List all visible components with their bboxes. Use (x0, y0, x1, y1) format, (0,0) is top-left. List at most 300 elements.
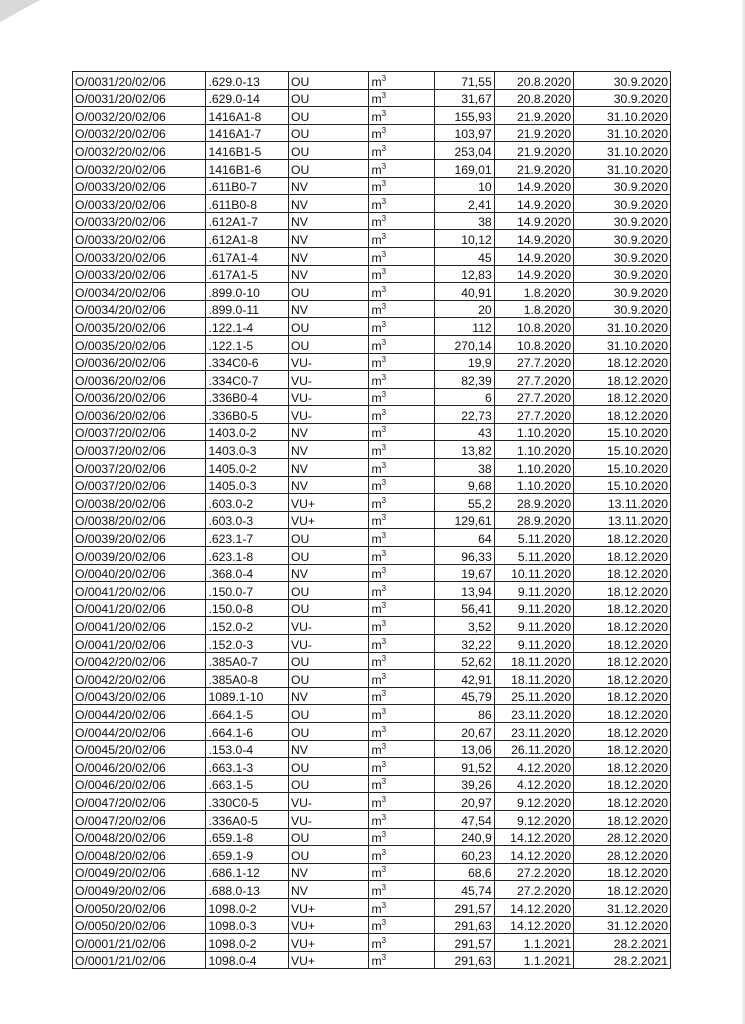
order-number-cell: O/0034/20/02/06 (73, 300, 206, 318)
quantity-cell: 291,57 (434, 898, 494, 916)
item-code-cell: .122.1-5 (206, 335, 289, 353)
item-code-cell: .629.0-14 (206, 89, 289, 107)
end-date-cell: 15.10.2020 (574, 423, 671, 441)
end-date-cell: 18.12.2020 (574, 617, 671, 635)
unit-exponent: 3 (381, 91, 387, 101)
unit-base: m (371, 92, 382, 107)
order-number-cell: O/0033/20/02/06 (73, 265, 206, 283)
order-number-cell: O/0041/20/02/06 (73, 635, 206, 653)
start-date-cell: 14.9.2020 (494, 230, 573, 248)
unit-base: m (371, 795, 382, 810)
start-date-cell: 9.12.2020 (494, 793, 573, 811)
start-date-cell: 9.11.2020 (494, 617, 573, 635)
table-row (73, 476, 671, 494)
category-cell: OU (288, 283, 368, 301)
table-row (73, 371, 671, 389)
order-number-cell: O/0037/20/02/06 (73, 459, 206, 477)
unit-cell (369, 599, 434, 617)
category-cell: OU (288, 582, 368, 600)
item-code-cell: .688.0-13 (206, 881, 289, 899)
item-code-cell: .629.0-13 (206, 72, 289, 90)
category-cell: VU+ (288, 898, 368, 916)
table-row (73, 617, 671, 635)
table-row (73, 177, 671, 195)
quantity-cell: 64 (434, 529, 494, 547)
end-date-cell: 31.10.2020 (574, 124, 671, 142)
quantity-cell: 253,04 (434, 142, 494, 160)
quantity-cell: 240,9 (434, 828, 494, 846)
unit-exponent: 3 (381, 618, 387, 628)
quantity-cell: 20,97 (434, 793, 494, 811)
unit-base: m (371, 919, 382, 934)
unit-cell (369, 635, 434, 653)
item-code-cell: 1098.0-4 (206, 951, 289, 969)
item-code-cell: .899.0-10 (206, 283, 289, 301)
category-cell: VU+ (288, 934, 368, 952)
category-cell: NV (288, 423, 368, 441)
table-row (73, 441, 671, 459)
table-row (73, 670, 671, 688)
unit-cell (369, 142, 434, 160)
order-number-cell: O/0040/20/02/06 (73, 564, 206, 582)
unit-base: m (371, 408, 382, 423)
order-number-cell: O/0036/20/02/06 (73, 406, 206, 424)
end-date-cell: 28.12.2020 (574, 846, 671, 864)
quantity-cell: 12,83 (434, 265, 494, 283)
unit-base: m (371, 144, 382, 159)
end-date-cell: 30.9.2020 (574, 230, 671, 248)
quantity-cell: 31,67 (434, 89, 494, 107)
unit-base: m (371, 866, 382, 881)
quantity-cell: 9,68 (434, 476, 494, 494)
order-number-cell: O/0042/20/02/06 (73, 652, 206, 670)
unit-cell (369, 265, 434, 283)
category-cell: VU- (288, 353, 368, 371)
start-date-cell: 1.8.2020 (494, 283, 573, 301)
unit-exponent: 3 (381, 830, 387, 840)
start-date-cell: 1.10.2020 (494, 476, 573, 494)
end-date-cell: 18.12.2020 (574, 705, 671, 723)
order-number-cell: O/0033/20/02/06 (73, 177, 206, 195)
order-number-cell: O/0033/20/02/06 (73, 247, 206, 265)
category-cell: OU (288, 547, 368, 565)
unit-exponent: 3 (381, 425, 387, 435)
item-code-cell: .336B0-4 (206, 388, 289, 406)
start-date-cell: 14.9.2020 (494, 247, 573, 265)
quantity-cell: 6 (434, 388, 494, 406)
table-row (73, 775, 671, 793)
order-number-cell: O/0046/20/02/06 (73, 775, 206, 793)
unit-exponent: 3 (381, 214, 387, 224)
order-number-cell: O/0046/20/02/06 (73, 758, 206, 776)
item-code-cell: .603.0-3 (206, 511, 289, 529)
table-row (73, 159, 671, 177)
start-date-cell: 10.8.2020 (494, 335, 573, 353)
category-cell: VU+ (288, 511, 368, 529)
start-date-cell: 27.7.2020 (494, 388, 573, 406)
table-row (73, 810, 671, 828)
unit-cell (369, 740, 434, 758)
end-date-cell: 18.12.2020 (574, 670, 671, 688)
unit-exponent: 3 (381, 583, 387, 593)
unit-base: m (371, 74, 382, 89)
category-cell: OU (288, 72, 368, 90)
unit-base: m (371, 549, 382, 564)
end-date-cell: 13.11.2020 (574, 494, 671, 512)
category-cell: OU (288, 846, 368, 864)
order-number-cell: O/0041/20/02/06 (73, 599, 206, 617)
start-date-cell: 14.12.2020 (494, 898, 573, 916)
order-number-cell: O/0043/20/02/06 (73, 687, 206, 705)
unit-cell (369, 810, 434, 828)
table-row (73, 863, 671, 881)
item-code-cell: .368.0-4 (206, 564, 289, 582)
unit-exponent: 3 (381, 530, 387, 540)
end-date-cell: 18.12.2020 (574, 388, 671, 406)
end-date-cell: 30.9.2020 (574, 265, 671, 283)
unit-base: m (371, 848, 382, 863)
table-row (73, 951, 671, 969)
order-number-cell: O/0033/20/02/06 (73, 212, 206, 230)
quantity-cell: 270,14 (434, 335, 494, 353)
order-number-cell: O/0034/20/02/06 (73, 283, 206, 301)
unit-cell (369, 423, 434, 441)
unit-exponent: 3 (381, 337, 387, 347)
unit-cell (369, 353, 434, 371)
table-row (73, 494, 671, 512)
order-number-cell: O/0039/20/02/06 (73, 529, 206, 547)
quantity-cell: 10 (434, 177, 494, 195)
unit-cell (369, 124, 434, 142)
unit-base: m (371, 760, 382, 775)
unit-exponent: 3 (381, 777, 387, 787)
unit-base: m (371, 831, 382, 846)
unit-base: m (371, 356, 382, 371)
unit-base: m (371, 936, 382, 951)
unit-exponent: 3 (381, 513, 387, 523)
category-cell: NV (288, 740, 368, 758)
order-number-cell: O/0041/20/02/06 (73, 582, 206, 600)
end-date-cell: 15.10.2020 (574, 459, 671, 477)
quantity-cell: 103,97 (434, 124, 494, 142)
table-row (73, 881, 671, 899)
category-cell: OU (288, 142, 368, 160)
unit-exponent: 3 (381, 812, 387, 822)
quantity-cell: 55,2 (434, 494, 494, 512)
quantity-cell: 71,55 (434, 72, 494, 90)
unit-cell (369, 230, 434, 248)
start-date-cell: 14.9.2020 (494, 195, 573, 213)
end-date-cell: 31.10.2020 (574, 142, 671, 160)
item-code-cell: .659.1-8 (206, 828, 289, 846)
item-code-cell: .617A1-4 (206, 247, 289, 265)
order-number-cell: O/0039/20/02/06 (73, 547, 206, 565)
unit-cell (369, 582, 434, 600)
start-date-cell: 5.11.2020 (494, 547, 573, 565)
table-row (73, 828, 671, 846)
order-number-cell: O/0047/20/02/06 (73, 793, 206, 811)
quantity-cell: 38 (434, 212, 494, 230)
table-row (73, 124, 671, 142)
unit-cell (369, 564, 434, 582)
unit-exponent: 3 (381, 126, 387, 136)
quantity-cell: 291,57 (434, 934, 494, 952)
order-number-cell: O/0044/20/02/06 (73, 705, 206, 723)
category-cell: OU (288, 758, 368, 776)
table-row (73, 459, 671, 477)
quantity-cell: 22,73 (434, 406, 494, 424)
quantity-cell: 129,61 (434, 511, 494, 529)
item-code-cell: .153.0-4 (206, 740, 289, 758)
order-number-cell: O/0041/20/02/06 (73, 617, 206, 635)
unit-exponent: 3 (381, 73, 387, 83)
item-code-cell: .659.1-9 (206, 846, 289, 864)
table-row (73, 107, 671, 125)
item-code-cell: .663.1-5 (206, 775, 289, 793)
start-date-cell: 10.8.2020 (494, 318, 573, 336)
start-date-cell: 21.9.2020 (494, 124, 573, 142)
unit-exponent: 3 (381, 794, 387, 804)
order-number-cell: O/0031/20/02/06 (73, 89, 206, 107)
category-cell: VU+ (288, 916, 368, 934)
start-date-cell: 14.12.2020 (494, 846, 573, 864)
item-code-cell: .334C0-7 (206, 371, 289, 389)
unit-base: m (371, 268, 382, 283)
category-cell: OU (288, 159, 368, 177)
order-number-cell: O/0042/20/02/06 (73, 670, 206, 688)
item-code-cell: .664.1-5 (206, 705, 289, 723)
unit-base: m (371, 514, 382, 529)
unit-exponent: 3 (381, 847, 387, 857)
table-row (73, 635, 671, 653)
unit-exponent: 3 (381, 267, 387, 277)
end-date-cell: 31.10.2020 (574, 318, 671, 336)
start-date-cell: 9.11.2020 (494, 582, 573, 600)
start-date-cell: 14.12.2020 (494, 916, 573, 934)
order-number-cell: O/0035/20/02/06 (73, 335, 206, 353)
quantity-cell: 91,52 (434, 758, 494, 776)
table-row (73, 564, 671, 582)
unit-exponent: 3 (381, 953, 387, 963)
end-date-cell: 18.12.2020 (574, 722, 671, 740)
unit-exponent: 3 (381, 390, 387, 400)
end-date-cell: 18.12.2020 (574, 529, 671, 547)
category-cell: VU- (288, 635, 368, 653)
category-cell: NV (288, 300, 368, 318)
category-cell: NV (288, 212, 368, 230)
unit-exponent: 3 (381, 636, 387, 646)
unit-base: m (371, 426, 382, 441)
end-date-cell: 30.9.2020 (574, 72, 671, 90)
unit-cell (369, 793, 434, 811)
category-cell: NV (288, 247, 368, 265)
item-code-cell: .336A0-5 (206, 810, 289, 828)
category-cell: NV (288, 441, 368, 459)
item-code-cell: .603.0-2 (206, 494, 289, 512)
category-cell: OU (288, 775, 368, 793)
start-date-cell: 18.11.2020 (494, 670, 573, 688)
category-cell: NV (288, 459, 368, 477)
order-number-cell: O/0050/20/02/06 (73, 916, 206, 934)
unit-exponent: 3 (381, 372, 387, 382)
unit-base: m (371, 725, 382, 740)
end-date-cell: 18.12.2020 (574, 635, 671, 653)
unit-base: m (371, 672, 382, 687)
start-date-cell: 27.7.2020 (494, 406, 573, 424)
category-cell: OU (288, 107, 368, 125)
order-number-cell: O/0036/20/02/06 (73, 371, 206, 389)
table-row (73, 265, 671, 283)
quantity-cell: 13,82 (434, 441, 494, 459)
ledger-body (73, 72, 671, 969)
unit-base: m (371, 883, 382, 898)
order-number-cell: O/0037/20/02/06 (73, 441, 206, 459)
scan-corner-shadow (0, 0, 40, 22)
unit-cell (369, 652, 434, 670)
unit-cell (369, 300, 434, 318)
unit-exponent: 3 (381, 759, 387, 769)
order-number-cell: O/0036/20/02/06 (73, 353, 206, 371)
quantity-cell: 32,22 (434, 635, 494, 653)
order-number-cell: O/0048/20/02/06 (73, 828, 206, 846)
order-number-cell: O/0036/20/02/06 (73, 388, 206, 406)
item-code-cell: .611B0-8 (206, 195, 289, 213)
unit-exponent: 3 (381, 231, 387, 241)
category-cell: NV (288, 476, 368, 494)
order-number-cell: O/0001/21/02/06 (73, 951, 206, 969)
table-row (73, 740, 671, 758)
quantity-cell: 60,23 (434, 846, 494, 864)
unit-cell (369, 705, 434, 723)
unit-base: m (371, 162, 382, 177)
category-cell: OU (288, 599, 368, 617)
item-code-cell: 1403.0-3 (206, 441, 289, 459)
order-number-cell: O/0035/20/02/06 (73, 318, 206, 336)
unit-base: m (371, 250, 382, 265)
table-row (73, 705, 671, 723)
order-number-cell: O/0049/20/02/06 (73, 881, 206, 899)
unit-exponent: 3 (381, 566, 387, 576)
category-cell: OU (288, 828, 368, 846)
order-number-cell: O/0032/20/02/06 (73, 142, 206, 160)
unit-base: m (371, 901, 382, 916)
unit-base: m (371, 532, 382, 547)
start-date-cell: 14.12.2020 (494, 828, 573, 846)
start-date-cell: 23.11.2020 (494, 705, 573, 723)
category-cell: NV (288, 265, 368, 283)
quantity-cell: 19,9 (434, 353, 494, 371)
unit-cell (369, 547, 434, 565)
start-date-cell: 10.11.2020 (494, 564, 573, 582)
end-date-cell: 28.12.2020 (574, 828, 671, 846)
unit-cell (369, 687, 434, 705)
quantity-cell: 96,33 (434, 547, 494, 565)
table-row (73, 511, 671, 529)
start-date-cell: 23.11.2020 (494, 722, 573, 740)
category-cell: NV (288, 177, 368, 195)
table-row (73, 758, 671, 776)
order-number-cell: O/0033/20/02/06 (73, 230, 206, 248)
unit-exponent: 3 (381, 495, 387, 505)
end-date-cell: 18.12.2020 (574, 687, 671, 705)
end-date-cell: 31.10.2020 (574, 335, 671, 353)
end-date-cell: 18.12.2020 (574, 582, 671, 600)
category-cell: OU (288, 335, 368, 353)
item-code-cell: .150.0-7 (206, 582, 289, 600)
unit-cell (369, 247, 434, 265)
unit-base: m (371, 567, 382, 582)
order-number-cell: O/0038/20/02/06 (73, 494, 206, 512)
end-date-cell: 18.12.2020 (574, 564, 671, 582)
table-row (73, 652, 671, 670)
table-row (73, 582, 671, 600)
quantity-cell: 38 (434, 459, 494, 477)
start-date-cell: 9.11.2020 (494, 599, 573, 617)
item-code-cell: .612A1-8 (206, 230, 289, 248)
unit-base: m (371, 197, 382, 212)
end-date-cell: 31.12.2020 (574, 916, 671, 934)
timber-ledger-table (72, 71, 671, 969)
unit-cell (369, 107, 434, 125)
unit-base: m (371, 215, 382, 230)
order-number-cell: O/0049/20/02/06 (73, 863, 206, 881)
quantity-cell: 47,54 (434, 810, 494, 828)
unit-exponent: 3 (381, 249, 387, 259)
unit-exponent: 3 (381, 865, 387, 875)
unit-base: m (371, 690, 382, 705)
unit-cell (369, 670, 434, 688)
unit-base: m (371, 180, 382, 195)
unit-base: m (371, 620, 382, 634)
category-cell: VU+ (288, 494, 368, 512)
item-code-cell: 1416B1-5 (206, 142, 289, 160)
unit-cell (369, 722, 434, 740)
unit-exponent: 3 (381, 478, 387, 488)
unit-base: m (371, 479, 382, 494)
table-row (73, 793, 671, 811)
item-code-cell: .686.1-12 (206, 863, 289, 881)
table-row (73, 300, 671, 318)
end-date-cell: 30.9.2020 (574, 300, 671, 318)
item-code-cell: .122.1-4 (206, 318, 289, 336)
table-row (73, 335, 671, 353)
item-code-cell: .150.0-8 (206, 599, 289, 617)
unit-cell (369, 72, 434, 90)
end-date-cell: 30.9.2020 (574, 247, 671, 265)
unit-exponent: 3 (381, 161, 387, 171)
unit-base: m (371, 954, 382, 969)
unit-cell (369, 283, 434, 301)
end-date-cell: 31.12.2020 (574, 898, 671, 916)
end-date-cell: 18.12.2020 (574, 758, 671, 776)
item-code-cell: .664.1-6 (206, 722, 289, 740)
item-code-cell: 1098.0-2 (206, 898, 289, 916)
unit-cell (369, 617, 434, 635)
order-number-cell: O/0032/20/02/06 (73, 159, 206, 177)
unit-cell (369, 371, 434, 389)
start-date-cell: 27.2.2020 (494, 881, 573, 899)
unit-base: m (371, 637, 382, 652)
item-code-cell: .623.1-8 (206, 547, 289, 565)
table-row (73, 846, 671, 864)
unit-cell (369, 828, 434, 846)
item-code-cell: .334C0-6 (206, 353, 289, 371)
category-cell: NV (288, 863, 368, 881)
unit-exponent: 3 (381, 407, 387, 417)
unit-exponent: 3 (381, 196, 387, 206)
table-row (73, 89, 671, 107)
unit-exponent: 3 (381, 460, 387, 470)
